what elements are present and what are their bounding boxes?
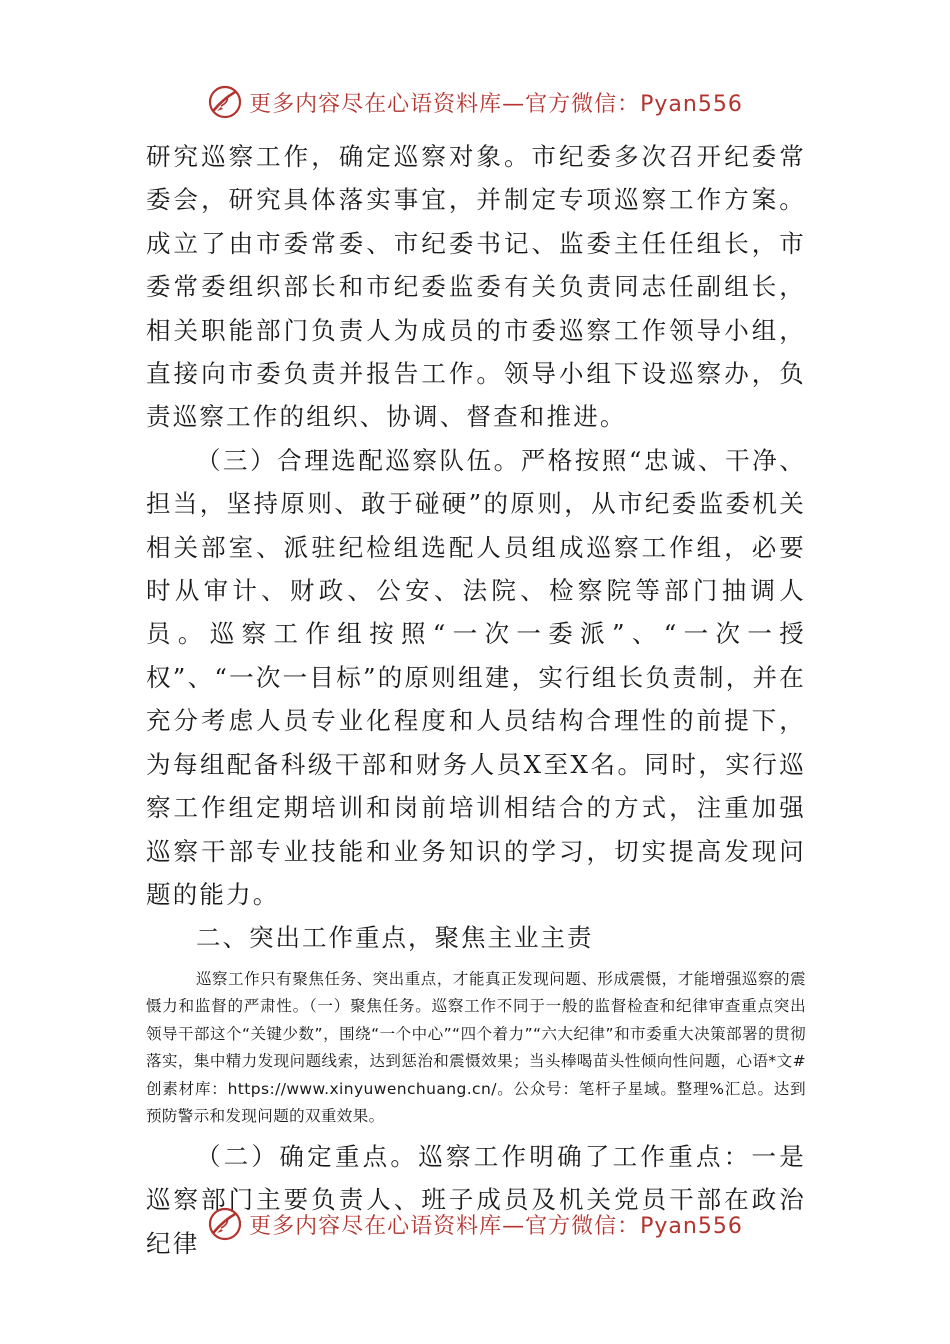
section-heading-2: 二、突出工作重点，聚焦主业主责 — [196, 923, 594, 953]
footer-banner-text: 更多内容尽在心语资料库—官方微信：Pyan556 — [249, 1213, 743, 1239]
header-banner-text: 更多内容尽在心语资料库—官方微信：Pyan556 — [249, 91, 743, 117]
pen-logo-icon — [207, 1206, 243, 1242]
paragraph-3: 巡察工作只有聚焦任务、突出重点，才能真正发现问题、形成震慑，才能增强巡察的震慑力和监督的严肃性。（一）聚焦任务。巡察工作不同于一般的监督检查和纪律审查重点突出领导干部这个“关键少数”，围绕“一个中心”“四个着力”“六大纪律”和市委重大决策部署的贯彻落实，集中精力发现问题线索，达到惩治和震慑效果；当头棒喝苗头性倾向性问题，心语*文#创素材库：https://www.xinyuwenchuang.cn/。公众号：笔杆子星域。整理%汇总。达到预防警示和发现问题的双重效果。 — [146, 969, 806, 1126]
header-banner — [0, 84, 950, 120]
document-body — [146, 135, 806, 1265]
paragraph-1: 研究巡察工作，确定巡察对象。市纪委多次召开纪委常委会，研究具体落实事宜，并制定专项巡察工作方案。成立了由市委常委、市纪委书记、监委主任任组长，市委常委组织部长和市纪委监委有关负责同志任副组长，相关职能部门负责人为成员的市委巡察工作领导小组，直接向市委负责并报告工作。领导小组下设巡察办，负责巡察工作的组织、协调、督查和推进。 — [146, 142, 806, 432]
footer-banner — [0, 1206, 950, 1242]
paragraph-4: （二）确定重点。巡察工作明确了工作重点：一是巡察部门主要负责人、班子成员及机关党员干部在政治纪律 — [146, 1141, 806, 1258]
pen-logo-icon — [207, 84, 243, 120]
paragraph-2: （三）合理选配巡察队伍。严格按照“忠诚、干净、担当，坚持原则、敢于碰硬”的原则，从市纪委监委机关相关部室、派驻纪检组选配人员组成巡察工作组，必要时从审计、财政、公安、法院、检察院等部门抽调人员。巡察工作组按照“一次一委派”、“一次一授权”、“一次一目标”的原则组建，实行组长负责制，并在充分考虑人员专业化程度和人员结构合理性的前提下，为每组配备科级干部和财务人员X至X名。同时，实行巡察工作组定期培训和岗前培训相结合的方式，注重加强巡察干部专业技能和业务知识的学习，切实提高发现问题的能力。 — [146, 445, 806, 909]
